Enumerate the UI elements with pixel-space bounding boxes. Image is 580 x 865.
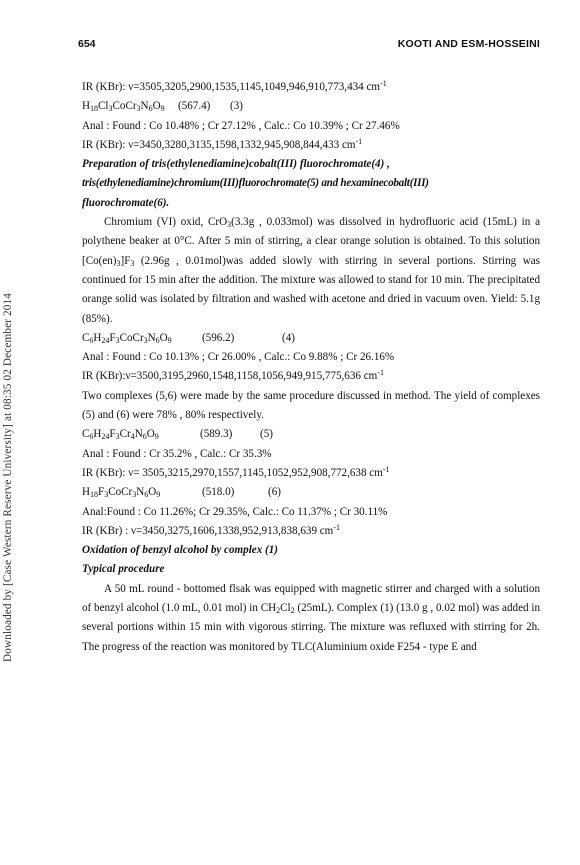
formula-5: $C_6H_{24}F_3Cr_4N_6O_9$ (589.3) (5) — [82, 428, 273, 442]
page-header — [62, 38, 540, 56]
running-title: KOOTI AND ESM-HOSSEINI — [397, 38, 540, 50]
analysis-6: Anal:Found : Co 11.26%; Cr 29.35%, Calc.: Co 11.37% ; Cr 30.11% — [82, 505, 388, 518]
formula-6: $H_{18}F_3CoCr_3N_6O_9$ (518.0) (6) — [82, 486, 281, 500]
article-body — [82, 78, 540, 657]
analysis-4: Anal : Found : Co 10.13% ; Cr 26.00% , Calc.: Co 9.88% ; Cr 26.16% — [82, 351, 395, 364]
download-watermark: Downloaded by [Case Western Reserve University] at 08:35 02 December 2014 — [2, 293, 14, 662]
paragraph-complexes: Two complexes (5,6) were made by the same procedure discussed in method. The yield of complexes (5) and (6) were 78% , 80% respectively. — [82, 389, 540, 422]
ir-line-2: IR (KBr): ν=3450,3280,3135,1598,1332,945,908,844,433 $cm^{-1}$ — [82, 136, 363, 151]
ir-line-4: IR (KBr): ν= 3505,3215,2970,1557,1145,1052,952,908,772,638 $cm^{-1}$ — [82, 464, 390, 479]
section-heading-typical-procedure: Typical procedure — [82, 563, 165, 576]
formula-4: $C_6H_{24}F_3CoCr_3N_6O_9$ (596.2) (4) — [82, 331, 295, 345]
analysis-3: Anal : Found : Co 10.48% ; Cr 27.12% , Calc.: Co 10.39% ; Cr 27.46% — [82, 119, 400, 132]
section-heading-preparation-line-1: Preparation of tris(ethylenediamine)cobalt(III) fluorochromate(4) , — [82, 158, 390, 171]
paragraph-oxidation: A 50 mL round - bottomed flsak was equipped with magnetic stirrer and charged with a solution of benzyl alcohol (1.0 mL, 0.01 mol) in $CH_2Cl_2$ (25mL). Complex (1) (13.0 g , 0.02 mol) was added in several portions within 15 min with vigorous stirring. The mixture was refluxed with stirring for 2h. The progress of the reaction was monitored by TLC(Aluminium oxide F254 - type E and — [82, 582, 540, 653]
paragraph-procedure: Chromium (VI) oxid, CrO$_3$(3.3g , 0.033mol) was dissolved in hydrofluoric acid (15mL) in a polythene beaker at 0°C. After 5 min of stirring, a clear orange solution is obtained. To this solution $[Co(en)_3]F_3$ (2.96g , 0.01mol)was added slowly with stirring in several portions. Stirring was continued for 15 min after the addition. The mixture was allowed to stand for 10 min. The precipitated orange solid was isolated by filtration and washed with acetone and dried in vacuum oven. Yield: 5.1g (85%). — [82, 216, 540, 325]
section-heading-oxidation: Oxidation of benzyl alcohol by complex (1) — [82, 544, 278, 557]
page-number: 654 — [78, 38, 96, 50]
ir-line-3: IR (KBr):ν=3500,3195,2960,1548,1158,1056,949,915,775,636 $cm^{-1}$ — [82, 368, 384, 383]
analysis-5: Anal : Found : Cr 35.2% , Calc.: Cr 35.3% — [82, 447, 272, 460]
formula-3: $H_{18}Cl_3CoCr_3N_6O_9$ (567.4) (3) — [82, 100, 243, 114]
ir-line-1: IR (KBr): ν=3505,3205,2900,1535,1145,1049,946,910,773,434 $cm^{-1}$ — [82, 79, 387, 93]
section-heading-preparation-line-2: tris(ethylenediamine)chromium(III)fluorochromate(5) and hexaminecobalt(III) — [82, 177, 429, 190]
ir-line-5: IR (KBr) : ν=3450,3275,1606,1338,952,913,838,639 $cm^{-1}$ — [82, 522, 340, 537]
section-heading-preparation-line-3: fluorochromate(6). — [82, 196, 170, 209]
